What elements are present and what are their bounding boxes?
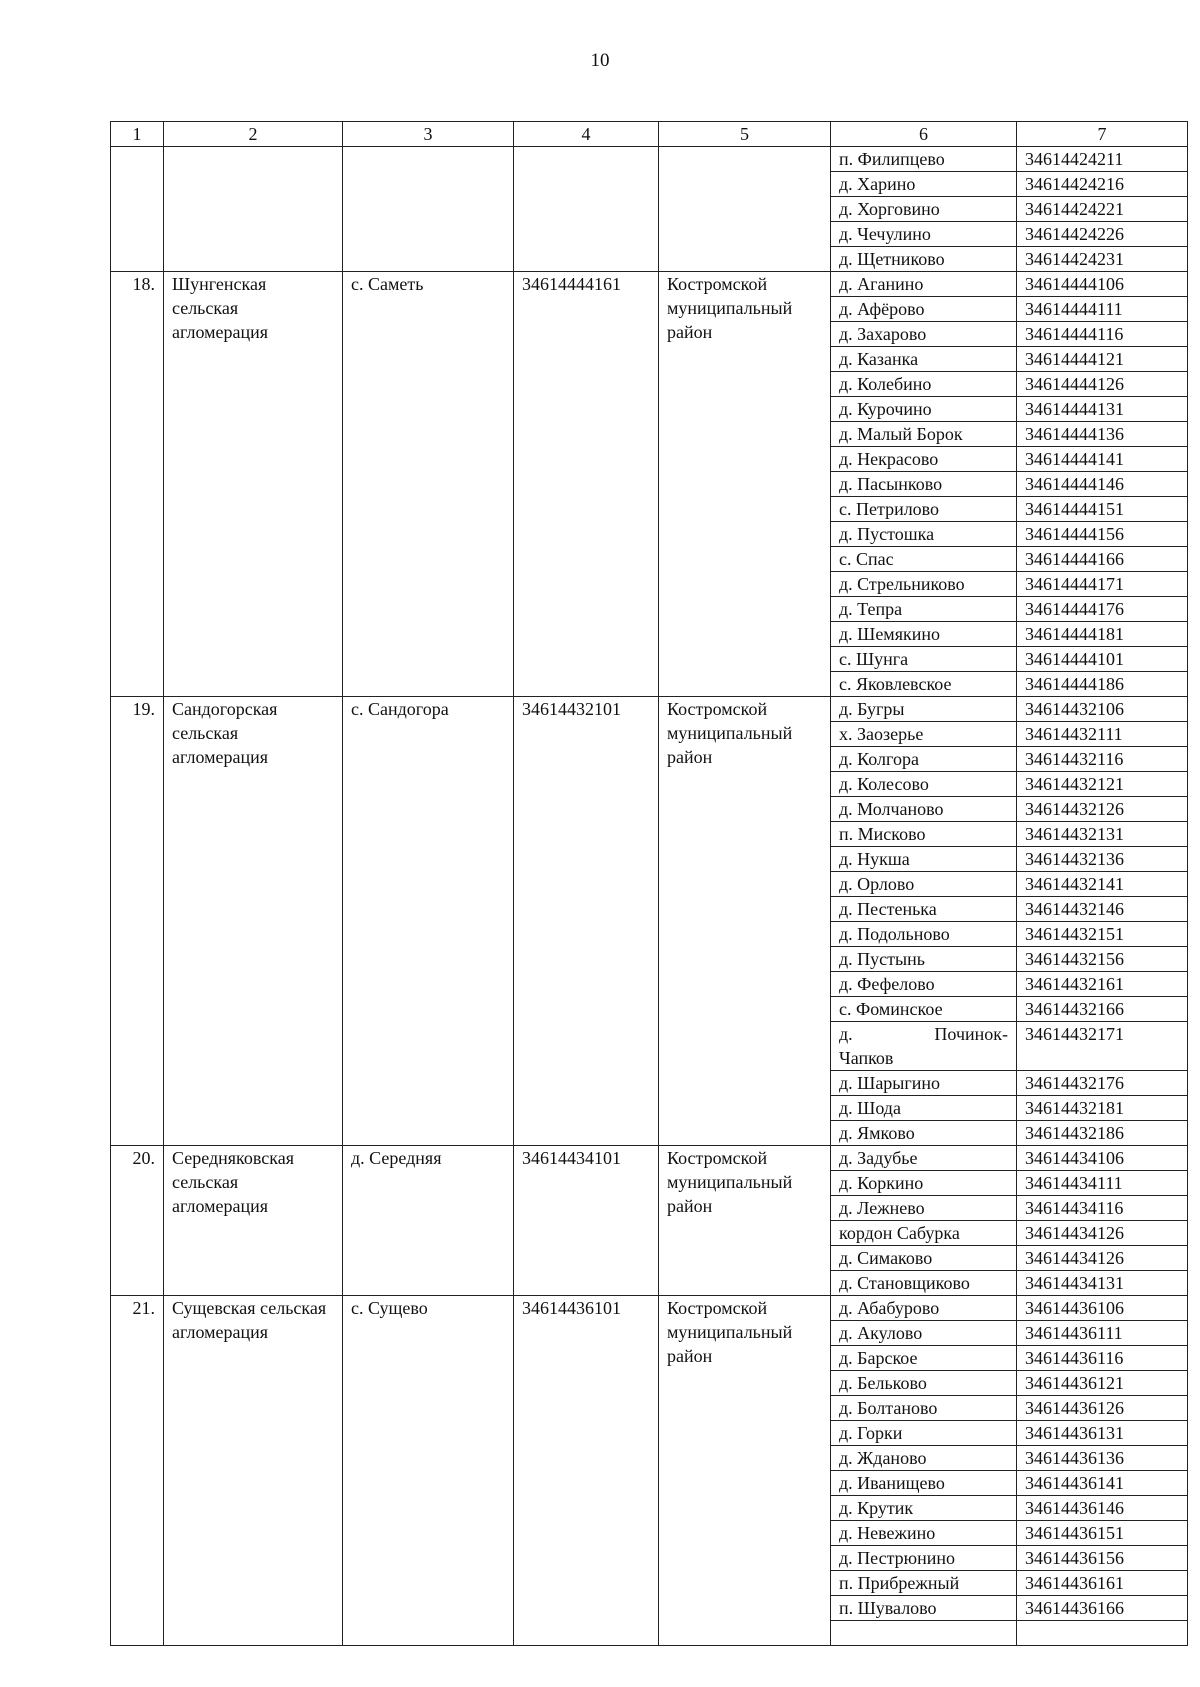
settlement-code: 34614432181 [1017, 1096, 1188, 1121]
settlement-code: 34614436146 [1017, 1496, 1188, 1521]
page-number: 10 [590, 50, 610, 71]
cont-district-cell [659, 147, 831, 272]
settlement-name: д. Подольново [831, 922, 1017, 947]
settlement-name: д. Жданово [831, 1446, 1017, 1471]
oktmo-code: 34614432101 [514, 697, 659, 1146]
agglomeration-name: Сандогорская сельская агломерация [164, 697, 343, 1146]
settlement-name: д. Колесово [831, 772, 1017, 797]
settlement-name: д. Шода [831, 1096, 1017, 1121]
settlement-code: 34614436116 [1017, 1346, 1188, 1371]
oktmo-code: 34614434101 [514, 1146, 659, 1296]
settlement-code: 34614432186 [1017, 1121, 1188, 1146]
settlement-name: д. Тепра [831, 597, 1017, 622]
settlement-name: д. Фефелово [831, 972, 1017, 997]
settlement-code: 34614436141 [1017, 1471, 1188, 1496]
column-header: 2 [164, 122, 343, 147]
settlement-code: 34614424216 [1017, 172, 1188, 197]
row-number: 19. [111, 697, 164, 1146]
cont-center-cell [343, 147, 514, 272]
administrative-center: с. Саметь [343, 272, 514, 697]
settlement-code: 34614424226 [1017, 222, 1188, 247]
settlement-code: 34614436151 [1017, 1521, 1188, 1546]
settlement-name: д. Болтаново [831, 1396, 1017, 1421]
settlement-code: 34614432176 [1017, 1071, 1188, 1096]
settlements-table [110, 121, 1188, 1646]
settlement-code: 34614432151 [1017, 922, 1188, 947]
settlement-code: 34614444166 [1017, 547, 1188, 572]
empty-cell [831, 1621, 1017, 1646]
settlement-code: 34614436106 [1017, 1296, 1188, 1321]
agglomeration-name: Середняковская сельская агломерация [164, 1146, 343, 1296]
column-header: 3 [343, 122, 514, 147]
administrative-center: с. Сущево [343, 1296, 514, 1646]
settlement-name-part: Чапков [839, 1048, 894, 1068]
settlement-name: д. Задубье [831, 1146, 1017, 1171]
table-row [111, 697, 1188, 722]
settlement-name: д. Чечулино [831, 222, 1017, 247]
settlement-name: д. Становщиково [831, 1271, 1017, 1296]
settlement-code: 34614432121 [1017, 772, 1188, 797]
settlement-name: п. Филипцево [831, 147, 1017, 172]
settlement-name: д. Бельково [831, 1371, 1017, 1396]
settlement-code: 34614444156 [1017, 522, 1188, 547]
cont-num-cell [111, 147, 164, 272]
row-number: 21. [111, 1296, 164, 1646]
settlement-name: д. Захарово [831, 322, 1017, 347]
settlement-name: д. Стрельниково [831, 572, 1017, 597]
settlement-name: д. Афёрово [831, 297, 1017, 322]
settlement-name: п. Прибрежный [831, 1571, 1017, 1596]
settlement-name: д. Абабурово [831, 1296, 1017, 1321]
settlement-name: д. Лежнево [831, 1196, 1017, 1221]
column-header: 1 [111, 122, 164, 147]
settlement-name: кордон Сабурка [831, 1221, 1017, 1246]
empty-cell [1017, 1621, 1188, 1646]
settlement-code: 34614434111 [1017, 1171, 1188, 1196]
settlement-name: д. Харино [831, 172, 1017, 197]
settlement-code: 34614436166 [1017, 1596, 1188, 1621]
settlement-name: с. Спас [831, 547, 1017, 572]
settlement-code: 34614444111 [1017, 297, 1188, 322]
settlement-code: 34614444171 [1017, 572, 1188, 597]
settlement-code: 34614436121 [1017, 1371, 1188, 1396]
row-number: 18. [111, 272, 164, 697]
settlement-name: д. Иванищево [831, 1471, 1017, 1496]
settlement-name: д. Крутик [831, 1496, 1017, 1521]
settlement-name: д. Горки [831, 1421, 1017, 1446]
agglomeration-name: Сущевская сельская агломерация [164, 1296, 343, 1646]
settlement-code: 34614432141 [1017, 872, 1188, 897]
settlement-code: 34614432156 [1017, 947, 1188, 972]
settlement-name: д. Акулово [831, 1321, 1017, 1346]
settlement-name-part: д. [839, 1024, 853, 1044]
settlement-code: 34614444131 [1017, 397, 1188, 422]
municipal-district: Костромской муниципальный район [659, 697, 831, 1146]
settlement-code: 34614444121 [1017, 347, 1188, 372]
settlement-name: д. Коркино [831, 1171, 1017, 1196]
settlement-name: п. Мисково [831, 822, 1017, 847]
settlement-code: 34614444151 [1017, 497, 1188, 522]
settlement-name: с. Яковлевское [831, 672, 1017, 697]
settlement-name: п. Шувалово [831, 1596, 1017, 1621]
settlement-code: 34614432126 [1017, 797, 1188, 822]
settlement-name: д. Курочино [831, 397, 1017, 422]
settlement-code: 34614444176 [1017, 597, 1188, 622]
column-header: 4 [514, 122, 659, 147]
settlement-name: х. Заозерье [831, 722, 1017, 747]
settlement-name: д. Нукша [831, 847, 1017, 872]
settlement-code: 34614434126 [1017, 1221, 1188, 1246]
settlement-code: 34614432171 [1017, 1022, 1188, 1071]
settlement-name: д. Барское [831, 1346, 1017, 1371]
cont-name-cell [164, 147, 343, 272]
administrative-center: с. Сандогора [343, 697, 514, 1146]
oktmo-code: 34614436101 [514, 1296, 659, 1646]
settlement-code: 34614444126 [1017, 372, 1188, 397]
settlement-code: 34614436131 [1017, 1421, 1188, 1446]
column-header: 6 [831, 122, 1017, 147]
oktmo-code: 34614444161 [514, 272, 659, 697]
settlement-name: с. Фоминское [831, 997, 1017, 1022]
table-row [111, 272, 1188, 297]
column-header: 7 [1017, 122, 1188, 147]
settlement-name: д. Невежино [831, 1521, 1017, 1546]
settlement-code: 34614424211 [1017, 147, 1188, 172]
settlement-name [831, 1022, 1017, 1071]
settlement-code: 34614432116 [1017, 747, 1188, 772]
settlement-name: д. Симаково [831, 1246, 1017, 1271]
agglomeration-name: Шунгенская сельская агломерация [164, 272, 343, 697]
cont-code-cell [514, 147, 659, 272]
settlement-code: 34614444106 [1017, 272, 1188, 297]
settlement-name: с. Шунга [831, 647, 1017, 672]
settlement-name: д. Шемякино [831, 622, 1017, 647]
municipal-district: Костромской муниципальный район [659, 1146, 831, 1296]
settlement-code: 34614444136 [1017, 422, 1188, 447]
settlement-name: д. Молчаново [831, 797, 1017, 822]
settlement-name-line [839, 1022, 1008, 1046]
settlement-name: д. Орлово [831, 872, 1017, 897]
settlement-name: д. Бугры [831, 697, 1017, 722]
settlement-code: 34614432166 [1017, 997, 1188, 1022]
table-row [111, 1146, 1188, 1171]
settlement-code: 34614434126 [1017, 1246, 1188, 1271]
column-header: 5 [659, 122, 831, 147]
settlement-code: 34614424231 [1017, 247, 1188, 272]
settlement-name: д. Пестрюнино [831, 1546, 1017, 1571]
header-row [111, 122, 1188, 147]
settlement-code: 34614436156 [1017, 1546, 1188, 1571]
settlement-name: с. Петрилово [831, 497, 1017, 522]
settlement-code: 34614444141 [1017, 447, 1188, 472]
settlement-name: д. Пасынково [831, 472, 1017, 497]
settlement-name: д. Колебино [831, 372, 1017, 397]
settlement-code: 34614434106 [1017, 1146, 1188, 1171]
settlement-code: 34614432106 [1017, 697, 1188, 722]
settlement-code: 34614424221 [1017, 197, 1188, 222]
row-number: 20. [111, 1146, 164, 1296]
settlement-name: д. Колгора [831, 747, 1017, 772]
settlement-name: д. Пустошка [831, 522, 1017, 547]
settlement-code: 34614432131 [1017, 822, 1188, 847]
settlement-code: 34614436136 [1017, 1446, 1188, 1471]
settlement-code: 34614444116 [1017, 322, 1188, 347]
settlement-name: д. Казанка [831, 347, 1017, 372]
settlement-code: 34614444146 [1017, 472, 1188, 497]
settlement-code: 34614436161 [1017, 1571, 1188, 1596]
settlement-name: д. Шарыгино [831, 1071, 1017, 1096]
settlement-name-part: Починок- [934, 1024, 1008, 1044]
settlement-name: д. Некрасово [831, 447, 1017, 472]
settlement-code: 34614444101 [1017, 647, 1188, 672]
settlement-code: 34614434131 [1017, 1271, 1188, 1296]
table-row [111, 1296, 1188, 1321]
table-row [111, 147, 1188, 172]
settlement-name: д. Пустынь [831, 947, 1017, 972]
settlement-code: 34614444181 [1017, 622, 1188, 647]
settlement-code: 34614432111 [1017, 722, 1188, 747]
municipal-district: Костромской муниципальный район [659, 1296, 831, 1646]
settlement-code: 34614436111 [1017, 1321, 1188, 1346]
administrative-center: д. Середняя [343, 1146, 514, 1296]
settlement-code: 34614432136 [1017, 847, 1188, 872]
settlement-code: 34614444186 [1017, 672, 1188, 697]
settlement-name: д. Ямково [831, 1121, 1017, 1146]
settlement-code: 34614434116 [1017, 1196, 1188, 1221]
settlement-name: д. Пестенька [831, 897, 1017, 922]
settlement-code: 34614432161 [1017, 972, 1188, 997]
settlement-name: д. Хорговино [831, 197, 1017, 222]
settlement-code: 34614432146 [1017, 897, 1188, 922]
settlement-name: д. Щетниково [831, 247, 1017, 272]
settlement-code: 34614436126 [1017, 1396, 1188, 1421]
settlement-name: д. Аганино [831, 272, 1017, 297]
municipal-district: Костромской муниципальный район [659, 272, 831, 697]
settlement-name: д. Малый Борок [831, 422, 1017, 447]
